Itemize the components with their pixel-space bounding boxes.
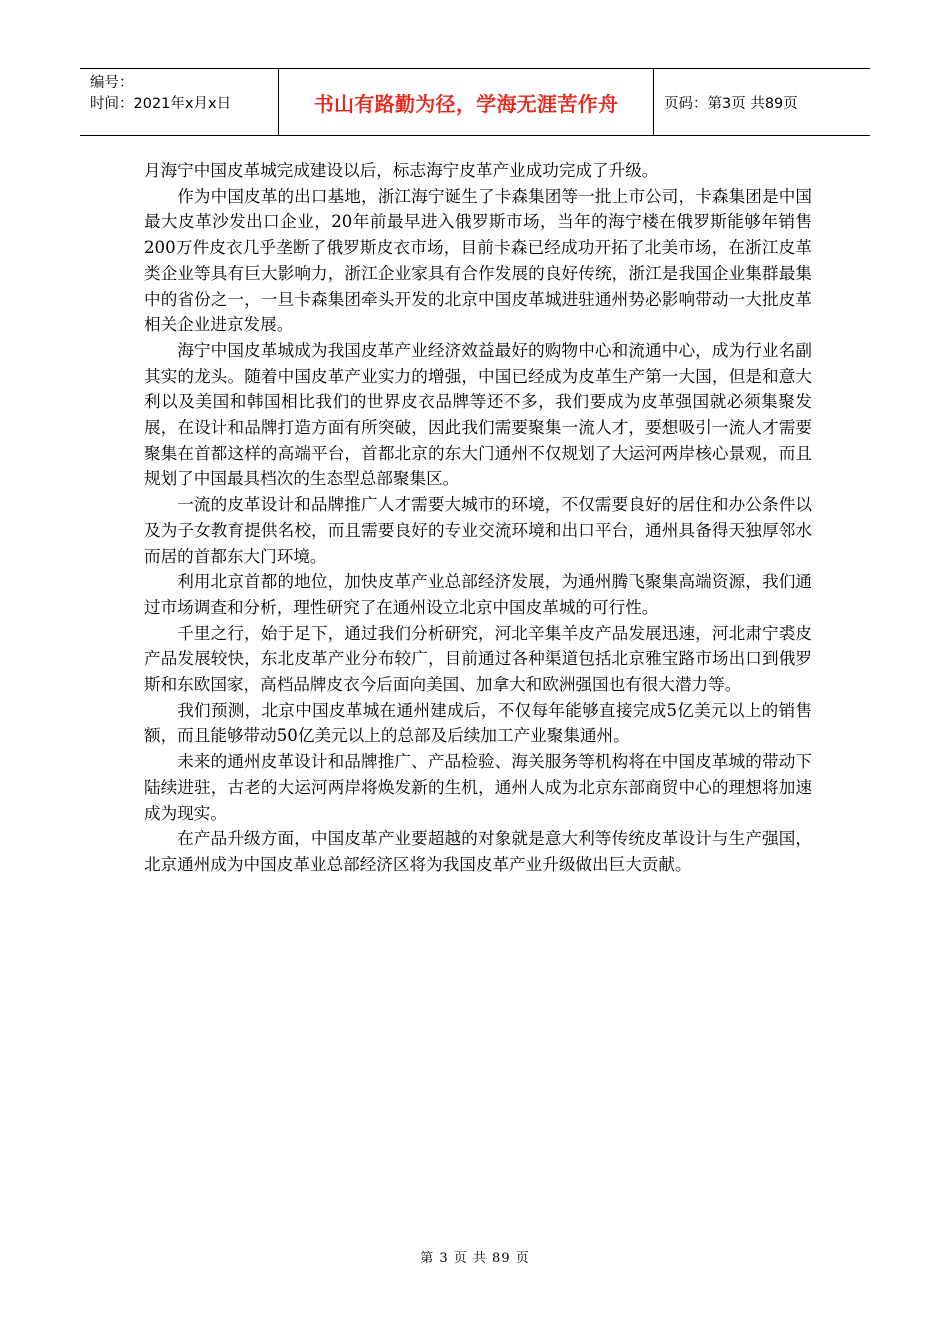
header-motto: 书山有路勤为径，学海无涯苦作舟 xyxy=(279,69,654,135)
paragraph: 在产品升级方面，中国皮革产业要超越的对象就是意大利等传统皮革设计与生产强国，北京通州成为中国皮革业总部经济区将为我国皮革产业升级做出巨大贡献。 xyxy=(144,829,812,874)
document-date-label: 时间：2021年x月x日 xyxy=(90,96,232,112)
paragraph: 作为中国皮革的出口基地，浙江海宁诞生了卡森集团等一批上市公司，卡森集团是中国最大皮革沙发出口企业，20年前最早进入俄罗斯市场，当年的海宁楼在俄罗斯能够年销售200万件皮衣几乎垄断了俄罗斯皮衣市场，目前卡森已经成功开拓了北美市场，在浙江皮革类企业等具有巨大影响力，浙江企业家具有合作发展的良好传统，浙江是我国企业集群最集中的省份之一，一旦卡森集团牵头开发的北京中国皮革城进驻通州势必影响带动一大批皮革相关企业进京发展。 xyxy=(144,186,812,335)
header-meta xyxy=(80,69,279,135)
document-number-label: 编号： xyxy=(90,75,134,91)
paragraph: 我们预测，北京中国皮革城在通州建成后，不仅每年能够直接完成5亿美元以上的销售额，而且能够带动50亿美元以上的总部及后续加工产业聚集通州。 xyxy=(144,700,812,746)
paragraph: 海宁中国皮革城成为我国皮革产业经济效益最好的购物中心和流通中心，成为行业名副其实的龙头。随着中国皮革产业实力的增强，中国已经成为皮革生产第一大国，但是和意大利以及美国和韩国相比我们的世界皮衣品牌等还不多，我们要成为皮革强国就必须集聚发展，在设计和品牌打造方面有所突破，因此我们需要聚集一流人才，要想吸引一流人才需要聚集在首都这样的高端平台，首都北京的东大门通州不仅规划了大运河两岸核心景观，而且规划了中国最具档次的生态型总部聚集区。 xyxy=(144,340,812,489)
document-body xyxy=(144,158,812,878)
paragraph: 千里之行，始于足下，通过我们分析研究，河北辛集羊皮产品发展迅速，河北肃宁裘皮产品发展较快，东北皮革产业分布较广，目前通过各种渠道包括北京雅宝路市场出口到俄罗斯和东欧国家，高档品牌皮衣今后面向美国、加拿大和欧洲强国也有很大潜力等。 xyxy=(144,623,812,695)
paragraph: 月海宁中国皮革城完成建设以后，标志海宁皮革产业成功完成了升级。 xyxy=(144,161,659,180)
page-footer: 第 3 页 共 89 页 xyxy=(420,1251,530,1266)
paragraph: 利用北京首都的地位，加快皮革产业总部经济发展，为通州腾飞聚集高端资源，我们通过市场调查和分析，理性研究了在通州设立北京中国皮革城的可行性。 xyxy=(144,572,812,617)
page-header xyxy=(80,68,870,136)
paragraph: 未来的通州皮革设计和品牌推广、产品检验、海关服务等机构将在中国皮革城的带动下陆续进驻，古老的大运河两岸将焕发新的生机，通州人成为北京东部商贸中心的理想将加速成为现实。 xyxy=(144,752,812,823)
paragraph: 一流的皮革设计和品牌推广人才需要大城市的环境，不仅需要良好的居住和办公条件以及为子女教育提供名校，而且需要良好的专业交流环境和出口平台，通州具备得天独厚邻水而居的首都东大门环境。 xyxy=(144,495,812,566)
header-page-info: 页码：第3页 共89页 xyxy=(664,95,798,112)
